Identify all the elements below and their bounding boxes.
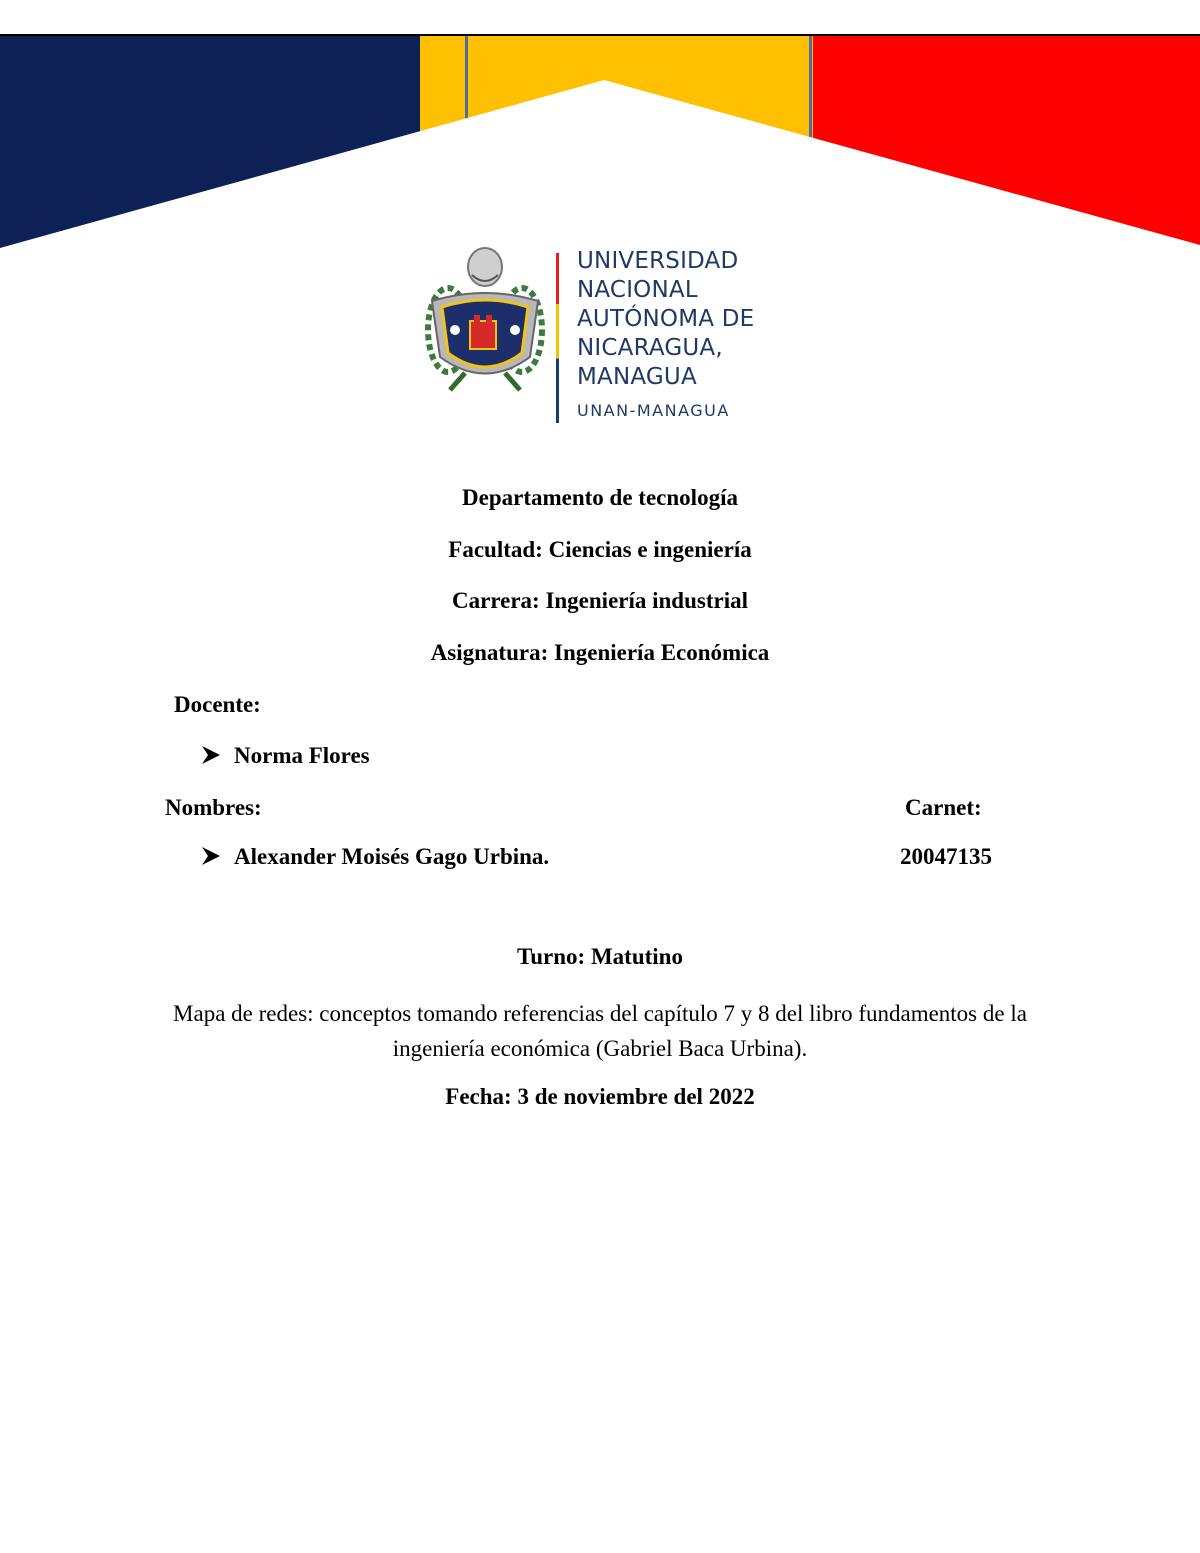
logo-divider xyxy=(556,253,559,423)
faculty-line: Facultad: Ciencias e ingeniería xyxy=(448,537,752,562)
teacher-name: Norma Flores xyxy=(234,743,370,768)
university-name-line: NACIONAL xyxy=(577,277,698,303)
arrow-bullet-icon xyxy=(200,846,222,866)
teacher-item xyxy=(200,743,370,769)
university-name-line: MANAGUA xyxy=(577,364,697,390)
subject-line: Asignatura: Ingeniería Económica xyxy=(430,640,770,665)
student-item xyxy=(200,844,549,870)
career-line: Carrera: Ingeniería industrial xyxy=(452,588,748,613)
university-name xyxy=(577,247,754,421)
university-name-line: NICARAGUA, xyxy=(577,335,723,361)
header-banner xyxy=(0,0,1200,260)
university-name-line: AUTÓNOMA DE xyxy=(577,306,755,332)
assignment-description: Mapa de redes: conceptos tomando referencias del capítulo 7 y 8 del libro fundamentos de la ingeniería económica (Gabriel Baca Urbina). xyxy=(173,1001,1027,1061)
department-line: Departamento de tecnología xyxy=(462,485,738,510)
student-name: Alexander Moisés Gago Urbina. xyxy=(234,844,550,869)
student-carnet: 20047135 xyxy=(900,844,992,869)
teacher-label: Docente: xyxy=(174,692,261,717)
names-label: Nombres: xyxy=(165,795,262,820)
carnet-label: Carnet: xyxy=(905,795,982,820)
university-acronym: UNAN-MANAGUA xyxy=(577,401,730,420)
shift-line: Turno: Matutino xyxy=(517,944,683,969)
arrow-bullet-icon xyxy=(200,745,222,765)
university-name-line: UNIVERSIDAD xyxy=(577,248,739,274)
date-line: Fecha: 3 de noviembre del 2022 xyxy=(445,1084,755,1109)
university-crest-icon xyxy=(420,245,550,395)
university-logo xyxy=(420,245,800,425)
